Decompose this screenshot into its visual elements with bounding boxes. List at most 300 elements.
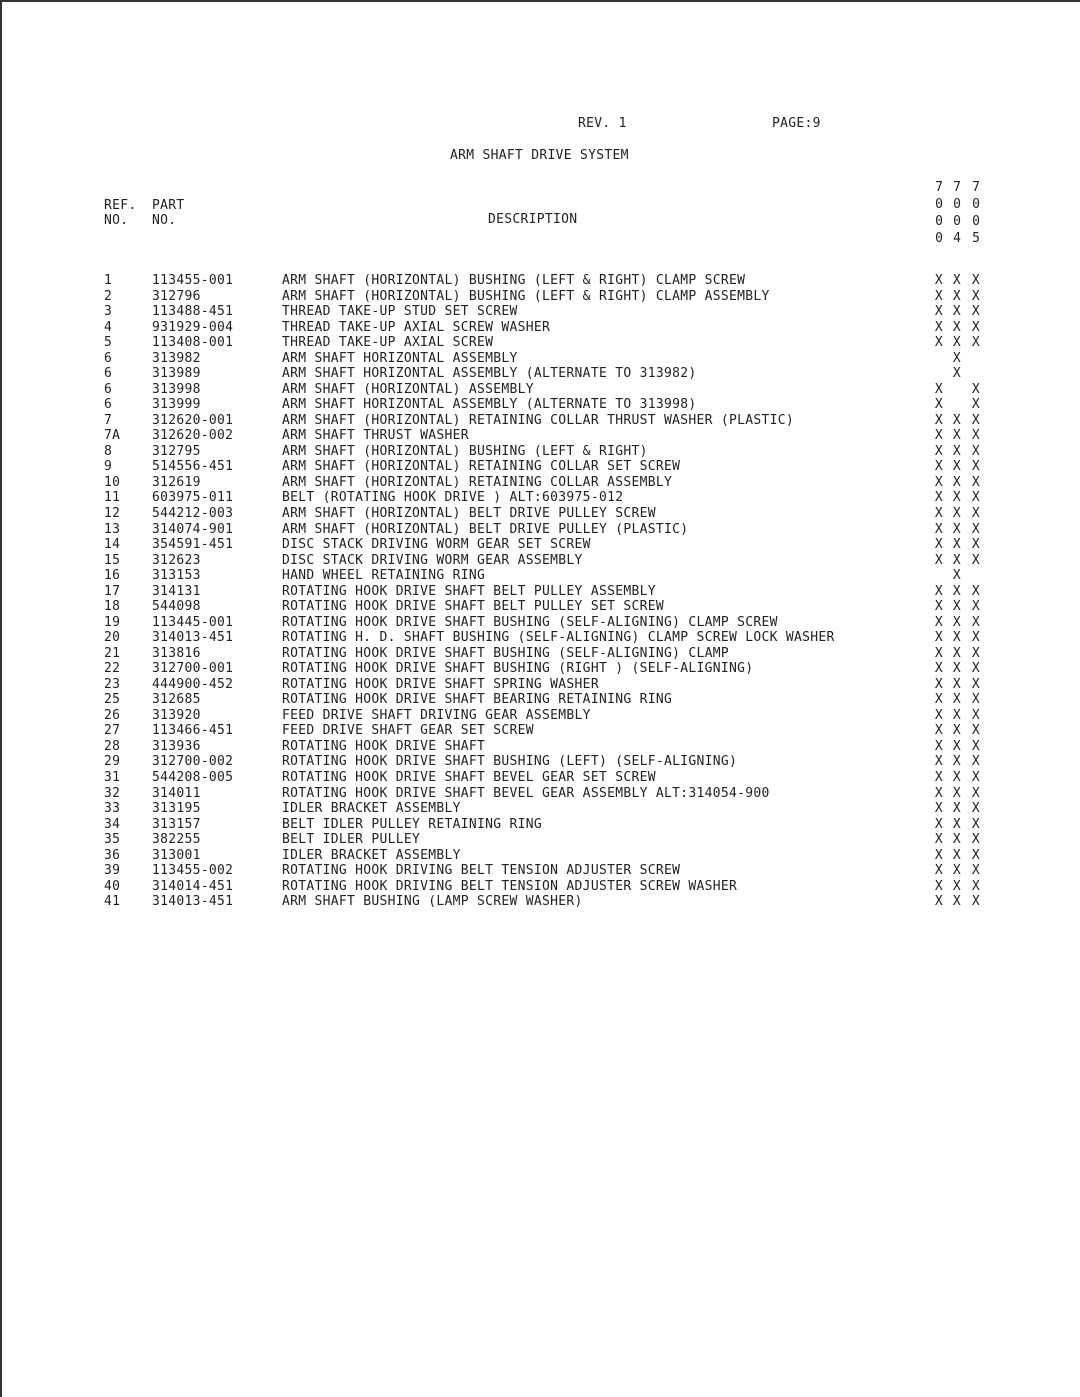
part-description: ROTATING HOOK DRIVE SHAFT BEARING RETAINING RING [282, 692, 673, 708]
model-7004-mark: X [952, 599, 962, 615]
model-7004-mark: X [952, 630, 962, 646]
model-7000-mark: X [934, 428, 944, 444]
model-7004-mark: X [952, 863, 962, 879]
model-7004-mark: X [952, 847, 962, 863]
part-description: ARM SHAFT HORIZONTAL ASSEMBLY [282, 350, 518, 366]
ref-number: 31 [104, 770, 121, 785]
part-description: THREAD TAKE-UP AXIAL SCREW WASHER [282, 319, 551, 335]
model-7005-mark: X [971, 599, 981, 615]
model-7004-mark: X [952, 661, 962, 677]
model-7005-mark: X [971, 412, 981, 428]
parts-row [0, 553, 1080, 569]
model-7004-mark: X [952, 707, 962, 723]
part-description: ROTATING HOOK DRIVING BELT TENSION ADJUSTER SCREW WASHER [282, 878, 738, 894]
parts-row [0, 615, 1080, 631]
model-7005-mark: X [971, 288, 981, 304]
model-7004-mark: X [952, 801, 962, 817]
model-7000-mark: X [934, 273, 944, 288]
ref-number: 29 [104, 754, 121, 770]
model-7004-mark: X [952, 878, 962, 894]
part-description: IDLER BRACKET ASSEMBLY [282, 847, 461, 863]
part-number: 931929-004 [152, 319, 234, 335]
model-7000-mark: X [934, 676, 944, 692]
model-7000-mark: X [934, 847, 944, 863]
ref-number: 13 [104, 521, 121, 537]
parts-row [0, 832, 1080, 848]
model-7004-mark: X [952, 319, 962, 335]
page-number: PAGE:9 [772, 116, 821, 131]
model-7000-mark: X [934, 863, 944, 879]
model-7000-mark: X [934, 319, 944, 335]
parts-row [0, 739, 1080, 755]
parts-row [0, 677, 1080, 693]
ref-number: 8 [104, 443, 113, 459]
model-7000-mark: X [934, 723, 944, 739]
model-7005-mark: X [971, 661, 981, 677]
model-7000-mark: X [934, 894, 944, 910]
model-digit: 7 [953, 180, 961, 195]
model-7000-mark: X [934, 661, 944, 677]
part-number: 313001 [152, 847, 201, 863]
model-7000-mark: X [934, 770, 944, 785]
part-number: 354591-451 [152, 537, 234, 553]
parts-row [0, 273, 1080, 289]
model-7005-mark: X [971, 397, 981, 413]
part-number: 113408-001 [152, 335, 234, 351]
parts-row [0, 584, 1080, 600]
model-7000-mark: X [934, 381, 944, 397]
part-number: 313982 [152, 350, 201, 366]
part-description: ROTATING HOOK DRIVE SHAFT BUSHING (RIGHT ) (SELF-ALIGNING) [282, 661, 754, 677]
model-7000-mark: X [934, 397, 944, 413]
model-7000-mark: X [934, 645, 944, 661]
model-7005-mark: X [971, 459, 981, 475]
part-number: 314131 [152, 583, 201, 599]
model-digit: 0 [953, 197, 961, 212]
model-7000-mark: X [934, 521, 944, 537]
ref-number: 11 [104, 490, 121, 506]
model-7000-mark: X [934, 412, 944, 428]
model-7005-mark: X [971, 738, 981, 754]
model-7004-mark: X [952, 335, 962, 351]
parts-row [0, 475, 1080, 491]
part-description: ROTATING H. D. SHAFT BUSHING (SELF-ALIGNING) CLAMP SCREW LOCK WASHER [282, 630, 835, 646]
part-number: 113455-001 [152, 273, 234, 288]
model-7005-mark: X [971, 801, 981, 817]
model-7005-mark: X [971, 443, 981, 459]
ref-number: 17 [104, 583, 121, 599]
model-digit: 7 [935, 180, 943, 195]
part-number: 312700-002 [152, 754, 234, 770]
part-description: ROTATING HOOK DRIVE SHAFT BEVEL GEAR ASSEMBLY ALT:314054-900 [282, 785, 770, 801]
model-digit: 7 [972, 180, 980, 195]
part-number: 313920 [152, 707, 201, 723]
model-7005-mark: X [971, 723, 981, 739]
model-7005-mark: X [971, 273, 981, 288]
model-7000-mark: X [934, 630, 944, 646]
model-7004-mark: X [952, 350, 962, 366]
part-number: 113488-451 [152, 304, 234, 320]
part-number: 113445-001 [152, 614, 234, 630]
model-7005-mark: X [971, 335, 981, 351]
model-column-7000 [932, 179, 946, 247]
model-7004-mark: X [952, 692, 962, 708]
model-7004-mark: X [952, 894, 962, 910]
parts-row [0, 661, 1080, 677]
part-number: 313153 [152, 568, 201, 584]
model-7005-mark: X [971, 614, 981, 630]
part-description: ROTATING HOOK DRIVING BELT TENSION ADJUSTER SCREW [282, 863, 681, 879]
part-description: ARM SHAFT (HORIZONTAL) BUSHING (LEFT & RIGHT) CLAMP ASSEMBLY [282, 288, 770, 304]
parts-row [0, 335, 1080, 351]
part-number: 113455-002 [152, 863, 234, 879]
model-digit: 0 [935, 231, 943, 246]
part-description: ARM SHAFT (HORIZONTAL) ASSEMBLY [282, 381, 534, 397]
model-7000-mark: X [934, 832, 944, 848]
part-description: ARM SHAFT (HORIZONTAL) BUSHING (LEFT & RIGHT) CLAMP SCREW [282, 273, 746, 288]
ref-number: 14 [104, 537, 121, 553]
ref-number: 18 [104, 599, 121, 615]
model-7005-mark: X [971, 428, 981, 444]
part-number: 312685 [152, 692, 201, 708]
part-number: 514556-451 [152, 459, 234, 475]
model-7004-mark: X [952, 459, 962, 475]
part-description: BELT IDLER PULLEY RETAINING RING [282, 816, 543, 832]
part-number: 314014-451 [152, 878, 234, 894]
model-7004-mark: X [952, 583, 962, 599]
parts-row [0, 568, 1080, 584]
ref-number: 20 [104, 630, 121, 646]
part-description: IDLER BRACKET ASSEMBLY [282, 801, 461, 817]
ref-number: 6 [104, 350, 113, 366]
model-digit: 0 [972, 214, 980, 229]
model-7000-mark: X [934, 878, 944, 894]
ref-number: 28 [104, 738, 121, 754]
model-7000-mark: X [934, 443, 944, 459]
model-7000-mark: X [934, 288, 944, 304]
model-7004-mark: X [952, 614, 962, 630]
model-7005-mark: X [971, 505, 981, 521]
ref-number: 4 [104, 319, 113, 335]
parts-row [0, 754, 1080, 770]
part-description: HAND WHEEL RETAINING RING [282, 568, 486, 584]
model-7004-mark: X [952, 304, 962, 320]
model-7000-mark: X [934, 505, 944, 521]
model-7000-mark: X [934, 801, 944, 817]
model-digit: 0 [935, 214, 943, 229]
ref-number: 32 [104, 785, 121, 801]
model-7004-mark: X [952, 288, 962, 304]
model-7005-mark: X [971, 770, 981, 785]
ref-number: 10 [104, 474, 121, 490]
ref-number: 22 [104, 661, 121, 677]
model-7005-mark: X [971, 863, 981, 879]
model-7000-mark: X [934, 459, 944, 475]
part-number: 444900-452 [152, 676, 234, 692]
part-number: 314011 [152, 785, 201, 801]
ref-number: 23 [104, 676, 121, 692]
part-number: 313936 [152, 738, 201, 754]
ref-header-line2: NO. [104, 213, 129, 228]
part-number: 313816 [152, 645, 201, 661]
part-description: ROTATING HOOK DRIVE SHAFT BUSHING (LEFT) (SELF-ALIGNING) [282, 754, 738, 770]
model-7000-mark: X [934, 614, 944, 630]
model-7004-mark: X [952, 645, 962, 661]
model-7005-mark: X [971, 692, 981, 708]
part-description: ROTATING HOOK DRIVE SHAFT SPRING WASHER [282, 676, 599, 692]
part-description: ARM SHAFT (HORIZONTAL) RETAINING COLLAR ASSEMBLY [282, 474, 673, 490]
model-column-7005 [969, 179, 983, 247]
model-7000-mark: X [934, 785, 944, 801]
model-digit: 4 [953, 231, 961, 246]
model-7000-mark: X [934, 335, 944, 351]
ref-number: 35 [104, 832, 121, 848]
model-7004-mark: X [952, 443, 962, 459]
ref-number: 26 [104, 707, 121, 723]
parts-row [0, 351, 1080, 367]
parts-row [0, 397, 1080, 413]
model-7005-mark: X [971, 304, 981, 320]
model-7004-mark: X [952, 552, 962, 568]
model-7005-mark: X [971, 847, 981, 863]
model-7004-mark: X [952, 738, 962, 754]
model-7005-mark: X [971, 552, 981, 568]
model-7004-mark: X [952, 366, 962, 382]
part-number: 314074-901 [152, 521, 234, 537]
model-7005-mark: X [971, 645, 981, 661]
parts-row [0, 413, 1080, 429]
part-description: ARM SHAFT (HORIZONTAL) RETAINING COLLAR THRUST WASHER (PLASTIC) [282, 412, 794, 428]
part-description: ARM SHAFT (HORIZONTAL) BELT DRIVE PULLEY (PLASTIC) [282, 521, 689, 537]
document-title: ARM SHAFT DRIVE SYSTEM [450, 148, 629, 163]
ref-number: 3 [104, 304, 113, 320]
part-description: ARM SHAFT (HORIZONTAL) RETAINING COLLAR SET SCREW [282, 459, 681, 475]
parts-row [0, 692, 1080, 708]
ref-number: 6 [104, 366, 113, 382]
ref-number: 40 [104, 878, 121, 894]
parts-row [0, 817, 1080, 833]
part-description: BELT IDLER PULLEY [282, 832, 421, 848]
model-7005-mark: X [971, 785, 981, 801]
model-7005-mark: X [971, 474, 981, 490]
part-description: FEED DRIVE SHAFT GEAR SET SCREW [282, 723, 534, 739]
part-number: 312620-002 [152, 428, 234, 444]
model-7004-mark: X [952, 412, 962, 428]
model-7005-mark: X [971, 894, 981, 910]
model-digit: 0 [935, 197, 943, 212]
model-digit: 0 [972, 197, 980, 212]
ref-number: 7 [104, 412, 113, 428]
part-description: ARM SHAFT HORIZONTAL ASSEMBLY (ALTERNATE TO 313998) [282, 397, 697, 413]
ref-number: 34 [104, 816, 121, 832]
parts-row [0, 366, 1080, 382]
part-description: ROTATING HOOK DRIVE SHAFT BEVEL GEAR SET SCREW [282, 770, 656, 785]
model-7000-mark: X [934, 599, 944, 615]
part-number: 312795 [152, 443, 201, 459]
model-7004-mark: X [952, 816, 962, 832]
part-description: ROTATING HOOK DRIVE SHAFT BUSHING (SELF-ALIGNING) CLAMP SCREW [282, 614, 778, 630]
model-7000-mark: X [934, 692, 944, 708]
part-number: 544212-003 [152, 505, 234, 521]
parts-row [0, 506, 1080, 522]
part-description: ARM SHAFT HORIZONTAL ASSEMBLY (ALTERNATE TO 313982) [282, 366, 697, 382]
model-7005-mark: X [971, 816, 981, 832]
model-7004-mark: X [952, 832, 962, 848]
ref-header-line1: REF. [104, 198, 137, 213]
model-7005-mark: X [971, 832, 981, 848]
part-number: 544208-005 [152, 770, 234, 785]
part-description: ROTATING HOOK DRIVE SHAFT BELT PULLEY ASSEMBLY [282, 583, 656, 599]
ref-number: 36 [104, 847, 121, 863]
model-7005-mark: X [971, 537, 981, 553]
model-7005-mark: X [971, 707, 981, 723]
page-top-border [0, 0, 1080, 2]
parts-row [0, 444, 1080, 460]
ref-number: 9 [104, 459, 113, 475]
model-7000-mark: X [934, 738, 944, 754]
ref-number: 12 [104, 505, 121, 521]
model-7005-mark: X [971, 521, 981, 537]
parts-row [0, 537, 1080, 553]
ref-number: 21 [104, 645, 121, 661]
model-column-7004 [950, 179, 964, 247]
part-number: 314013-451 [152, 894, 234, 910]
parts-row [0, 490, 1080, 506]
model-7004-mark: X [952, 770, 962, 785]
part-description: ARM SHAFT THRUST WASHER [282, 428, 469, 444]
part-description: ROTATING HOOK DRIVE SHAFT BELT PULLEY SET SCREW [282, 599, 664, 615]
model-7000-mark: X [934, 552, 944, 568]
model-7004-mark: X [952, 754, 962, 770]
model-7004-mark: X [952, 474, 962, 490]
model-7004-mark: X [952, 521, 962, 537]
model-7005-mark: X [971, 583, 981, 599]
part-description: BELT (ROTATING HOOK DRIVE ) ALT:603975-012 [282, 490, 624, 506]
part-description: THREAD TAKE-UP AXIAL SCREW [282, 335, 494, 351]
parts-row [0, 320, 1080, 336]
parts-row [0, 522, 1080, 538]
parts-row [0, 428, 1080, 444]
model-7004-mark: X [952, 568, 962, 584]
ref-number: 19 [104, 614, 121, 630]
part-description: ARM SHAFT (HORIZONTAL) BUSHING (LEFT & RIGHT) [282, 443, 648, 459]
model-7004-mark: X [952, 723, 962, 739]
part-description: FEED DRIVE SHAFT DRIVING GEAR ASSEMBLY [282, 707, 591, 723]
ref-number: 27 [104, 723, 121, 739]
model-7000-mark: X [934, 707, 944, 723]
part-description: DISC STACK DRIVING WORM GEAR SET SCREW [282, 537, 591, 553]
part-number: 603975-011 [152, 490, 234, 506]
description-header: DESCRIPTION [488, 212, 578, 227]
ref-number: 7A [104, 428, 121, 444]
part-number: 113466-451 [152, 723, 234, 739]
ref-number: 5 [104, 335, 113, 351]
part-number: 382255 [152, 832, 201, 848]
part-number: 544098 [152, 599, 201, 615]
model-7004-mark: X [952, 428, 962, 444]
part-number: 312623 [152, 552, 201, 568]
part-number: 313989 [152, 366, 201, 382]
part-description: DISC STACK DRIVING WORM GEAR ASSEMBLY [282, 552, 583, 568]
part-description: ARM SHAFT BUSHING (LAMP SCREW WASHER) [282, 894, 583, 910]
parts-row [0, 863, 1080, 879]
model-7005-mark: X [971, 878, 981, 894]
model-digit: 0 [953, 214, 961, 229]
parts-row [0, 630, 1080, 646]
part-number: 312620-001 [152, 412, 234, 428]
model-7005-mark: X [971, 381, 981, 397]
ref-number: 6 [104, 397, 113, 413]
model-digit: 5 [972, 231, 980, 246]
model-7005-mark: X [971, 754, 981, 770]
model-7000-mark: X [934, 490, 944, 506]
model-7000-mark: X [934, 474, 944, 490]
ref-number: 15 [104, 552, 121, 568]
model-7004-mark: X [952, 676, 962, 692]
parts-list [0, 273, 1080, 910]
parts-row [0, 708, 1080, 724]
ref-number: 33 [104, 801, 121, 817]
part-description: ROTATING HOOK DRIVE SHAFT [282, 738, 486, 754]
parts-row [0, 646, 1080, 662]
model-7005-mark: X [971, 490, 981, 506]
ref-number: 16 [104, 568, 121, 584]
parts-row [0, 723, 1080, 739]
part-number: 312796 [152, 288, 201, 304]
part-number: 314013-451 [152, 630, 234, 646]
parts-row [0, 289, 1080, 305]
parts-row [0, 848, 1080, 864]
model-7004-mark: X [952, 273, 962, 288]
revision-label: REV. 1 [578, 116, 627, 131]
parts-row [0, 382, 1080, 398]
part-number: 313157 [152, 816, 201, 832]
model-7004-mark: X [952, 785, 962, 801]
model-7004-mark: X [952, 490, 962, 506]
model-7004-mark: X [952, 505, 962, 521]
model-7005-mark: X [971, 676, 981, 692]
ref-number: 25 [104, 692, 121, 708]
part-header-line1: PART [152, 198, 185, 213]
parts-row [0, 786, 1080, 802]
model-7000-mark: X [934, 816, 944, 832]
ref-number: 39 [104, 863, 121, 879]
part-number: 313998 [152, 381, 201, 397]
part-number: 313195 [152, 801, 201, 817]
model-7000-mark: X [934, 583, 944, 599]
parts-row [0, 770, 1080, 786]
parts-row [0, 879, 1080, 895]
part-number: 312619 [152, 474, 201, 490]
model-7004-mark: X [952, 537, 962, 553]
model-7005-mark: X [971, 319, 981, 335]
part-description: ARM SHAFT (HORIZONTAL) BELT DRIVE PULLEY SCREW [282, 505, 656, 521]
model-7000-mark: X [934, 754, 944, 770]
parts-row [0, 801, 1080, 817]
ref-number: 41 [104, 894, 121, 910]
parts-row [0, 459, 1080, 475]
part-number: 313999 [152, 397, 201, 413]
part-description: ROTATING HOOK DRIVE SHAFT BUSHING (SELF-ALIGNING) CLAMP [282, 645, 729, 661]
model-7005-mark: X [971, 630, 981, 646]
model-7000-mark: X [934, 304, 944, 320]
ref-number: 1 [104, 273, 113, 288]
model-7000-mark: X [934, 537, 944, 553]
parts-row [0, 894, 1080, 910]
ref-number: 6 [104, 381, 113, 397]
parts-row [0, 599, 1080, 615]
part-number: 312700-001 [152, 661, 234, 677]
